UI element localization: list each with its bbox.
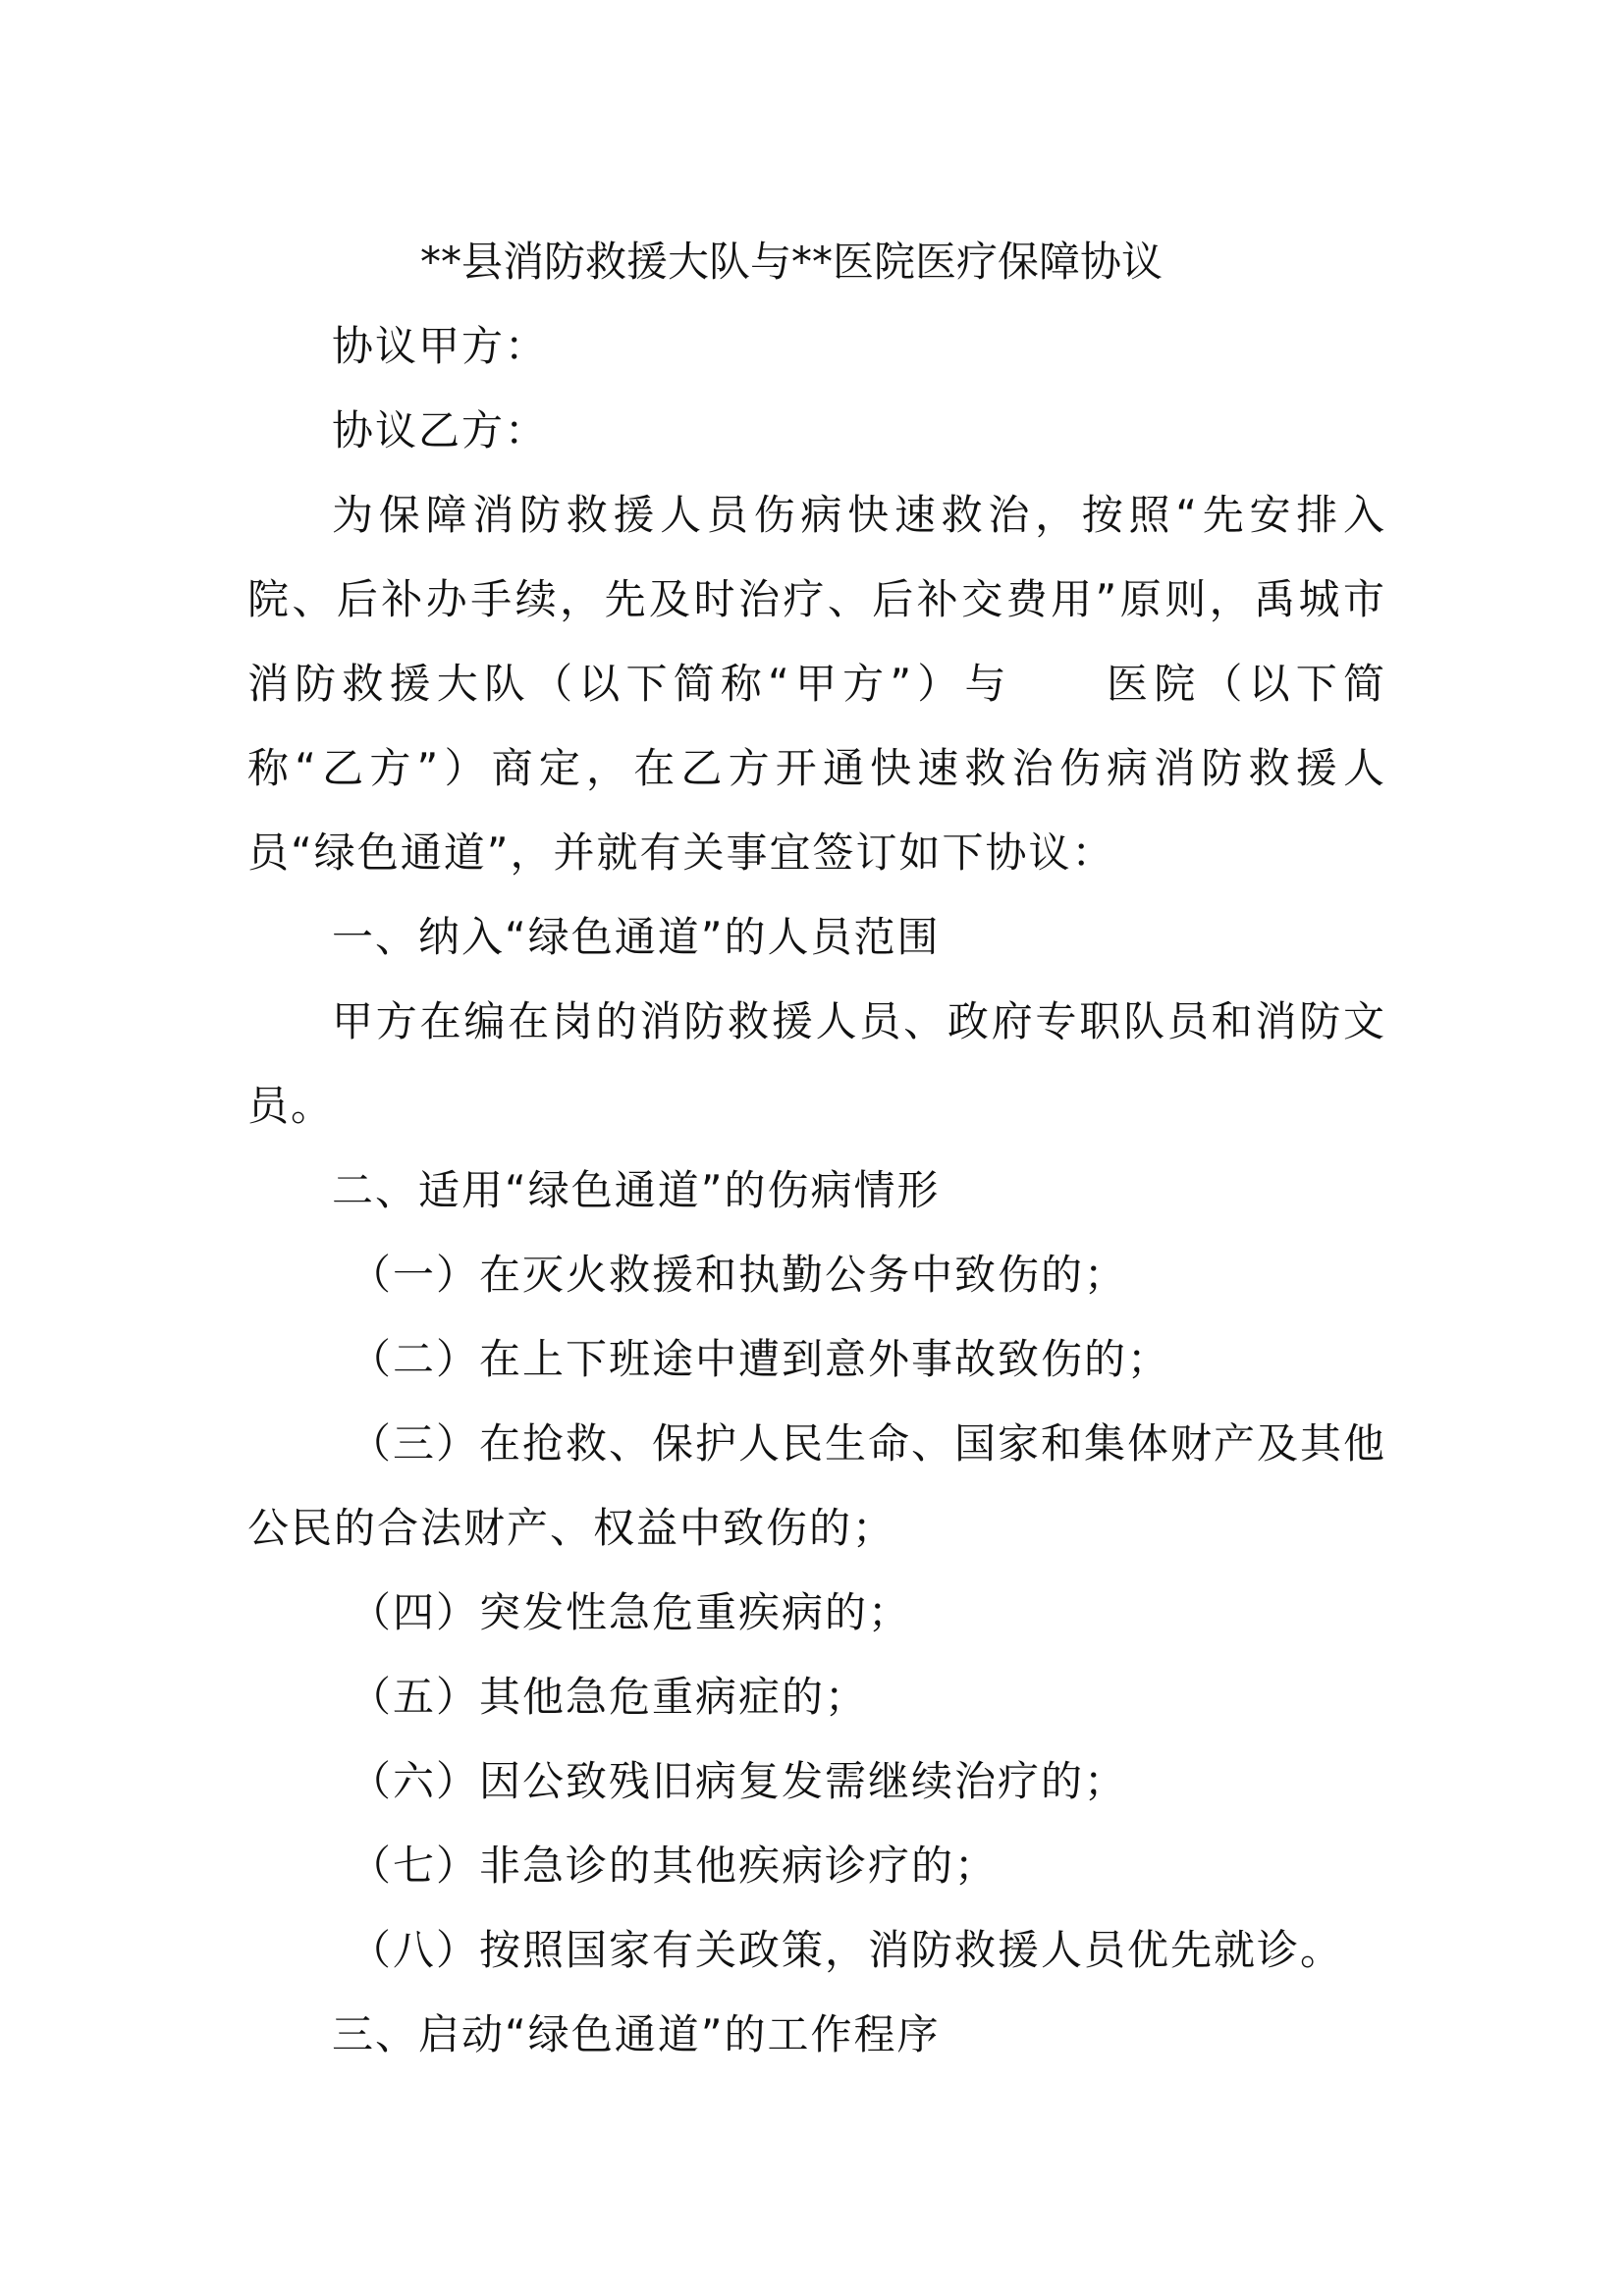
list-item: （八）按照国家有关政策，消防救援人员优先就诊。 <box>350 1926 1344 1974</box>
section-2-heading: 二、适用“绿色通道”的伤病情形 <box>332 1166 941 1214</box>
list-item: （二）在上下班途中遭到意外事故致伤的； <box>350 1335 1171 1383</box>
list-item: （三）在抢救、保护人民生命、国家和集体财产及其他公民的合法财产、权益中致伤的； <box>247 1419 1387 1552</box>
party-a-line: 协议甲方： <box>332 322 549 370</box>
intro-paragraph: 为保障消防救援人员伤病快速救治，按照“先安排入院、后补办手续，先及时治疗、后补交费用”原则，禹城市消防救援大队（以下简称“甲方”）与 医院（以下简称“乙方”）商定，在乙方开通快速救治伤病消防救援人员“绿色通道”，并就有关事宜签订如下协议： <box>247 491 1386 877</box>
list-item: （七）非急诊的其他疾病诊疗的； <box>350 1842 999 1890</box>
section-3-heading: 三、启动“绿色通道”的工作程序 <box>332 2010 941 2058</box>
list-item: （四）突发性急危重疾病的； <box>350 1588 912 1636</box>
section-1-heading: 一、纳入“绿色通道”的人员范围 <box>332 913 941 961</box>
party-b-line: 协议乙方： <box>332 406 549 454</box>
list-item: （五）其他急危重病症的； <box>350 1673 869 1721</box>
list-item: （六）因公致残旧病复发需继续治疗的； <box>350 1757 1128 1805</box>
document-body <box>247 220 1386 2077</box>
section-1-body: 甲方在编在岗的消防救援人员、政府专职队员和消防文员。 <box>247 997 1386 1130</box>
list-item: （一）在灭火救援和执勤公务中致伤的； <box>350 1251 1128 1299</box>
document-title: **县消防救援大队与**医院医疗保障协议 <box>420 238 1164 286</box>
